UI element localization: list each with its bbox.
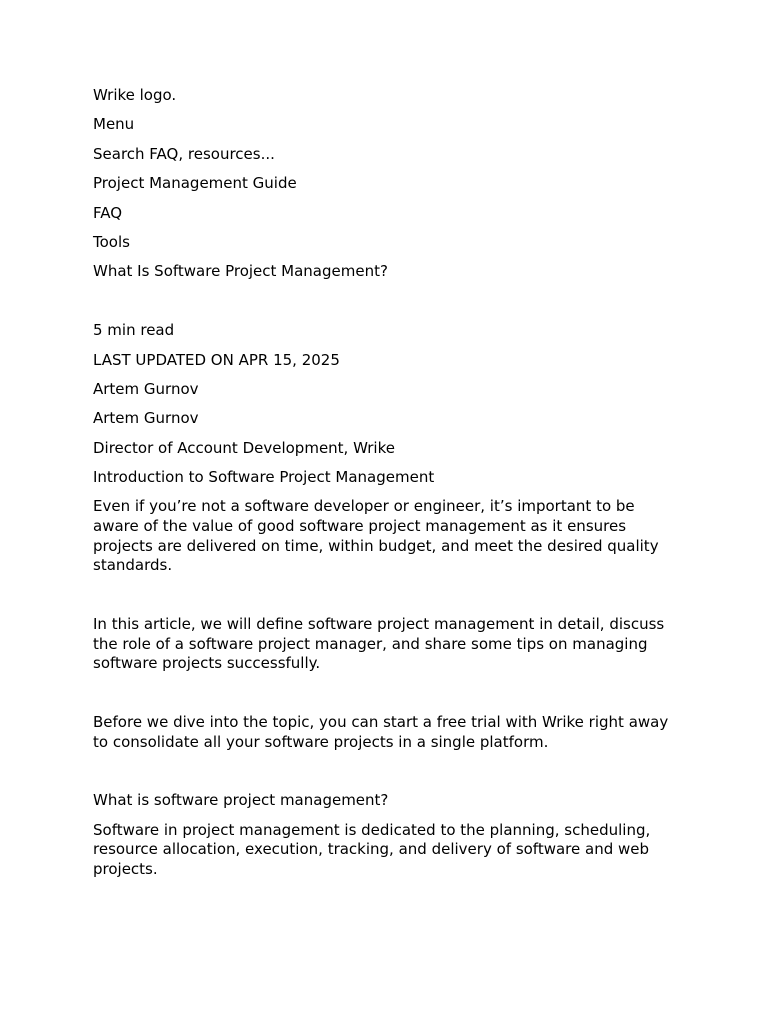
article-title: What Is Software Project Management? xyxy=(93,262,388,281)
nav-link-tools[interactable]: Tools xyxy=(93,232,130,251)
author-name[interactable]: Artem Gurnov xyxy=(93,409,199,428)
intro-paragraph-1: Even if you’re not a software developer or engineer, it’s important to be aware of the value of good software project management as it ensures projects are delivered on time, within budget, and meet the desired quality standards. xyxy=(93,497,659,575)
paragraph-spacer xyxy=(93,586,683,615)
section-heading-introduction: Introduction to Software Project Management xyxy=(93,468,435,487)
paragraph-spacer xyxy=(93,762,683,791)
last-updated: LAST UPDATED ON APR 15, 2025 xyxy=(93,350,340,369)
title-spacer xyxy=(93,292,683,321)
intro-paragraph-2: In this article, we will define software project management in detail, discuss the role of a software project manager, and share some tips on managing software projects successfully. xyxy=(93,615,665,673)
page-content xyxy=(93,86,683,889)
author-role: Director of Account Development, Wrike xyxy=(93,438,395,457)
search-input[interactable]: Search FAQ, resources... xyxy=(93,144,275,163)
wrike-logo[interactable]: Wrike logo. xyxy=(93,86,177,104)
nav-link-project-management-guide[interactable]: Project Management Guide xyxy=(93,174,297,193)
section-heading-what-is: What is software project management? xyxy=(93,791,389,810)
nav-link-faq[interactable]: FAQ xyxy=(93,203,123,222)
intro-paragraph-3: Before we dive into the topic, you can start a free trial with Wrike right away to consolidate all your software projects in a single platform. xyxy=(93,713,669,751)
read-time: 5 min read xyxy=(93,321,175,340)
menu-button[interactable]: Menu xyxy=(93,115,135,134)
paragraph-spacer xyxy=(93,684,683,713)
author-avatar: Artem Gurnov xyxy=(93,379,199,398)
what-is-paragraph-1: Software in project management is dedicated to the planning, scheduling, resource allocation, execution, tracking, and delivery of software and web projects. xyxy=(93,820,651,878)
